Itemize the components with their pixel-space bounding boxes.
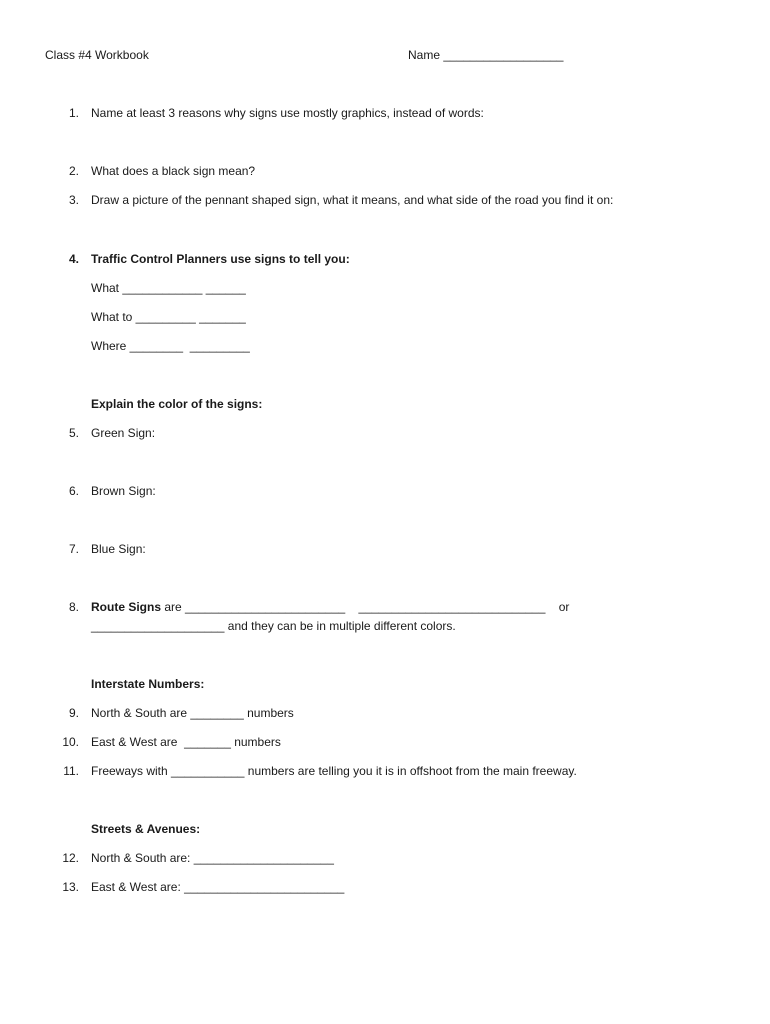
question-text-continued: ____________________ and they can be in multiple different colors. <box>91 619 456 633</box>
question-text: What does a black sign mean? <box>91 164 256 178</box>
question-text: North & South are ________ numbers <box>91 706 294 720</box>
question-number: 9. <box>68 706 79 720</box>
section-heading-colors: Explain the color of the signs: <box>91 397 263 411</box>
question-text: East & West are _______ numbers <box>91 735 281 749</box>
question-text: East & West are: ________________________ <box>91 880 345 894</box>
question-number: 3. <box>68 193 79 207</box>
question-text: Draw a picture of the pennant shaped sign, what it means, and what side of the road you find it on: <box>91 193 614 207</box>
question-number: 7. <box>68 542 79 556</box>
fill-in-line-where: Where ________ _________ <box>91 339 250 353</box>
name-field-label: Name __________________ <box>408 48 564 62</box>
question-number: 12. <box>62 851 79 865</box>
question-number: 11. <box>63 764 79 778</box>
fill-in-line-what-to: What to _________ _______ <box>91 310 246 324</box>
route-signs-term: Route Signs <box>91 600 162 614</box>
question-number: 10. <box>62 735 79 749</box>
question-text: North & South are: _____________________ <box>91 851 334 865</box>
question-number: 6. <box>68 484 79 498</box>
question-text: Traffic Control Planners use signs to tell you: <box>91 252 350 266</box>
question-text <box>91 600 569 614</box>
fill-in-line-what: What ____________ ______ <box>91 281 246 295</box>
worksheet-title: Class #4 Workbook <box>45 48 149 62</box>
section-heading-interstate: Interstate Numbers: <box>91 677 205 691</box>
question-text: Green Sign: <box>91 426 156 440</box>
question-number: 1. <box>68 106 79 120</box>
question-text: Blue Sign: <box>91 542 146 556</box>
question-number: 8. <box>68 600 79 614</box>
question-text: Brown Sign: <box>91 484 156 498</box>
section-heading-streets: Streets & Avenues: <box>91 822 201 836</box>
question-number: 4. <box>68 252 79 266</box>
question-text: Name at least 3 reasons why signs use mostly graphics, instead of words: <box>91 106 484 120</box>
route-signs-blanks: are ________________________ ____________________________ or <box>161 600 570 614</box>
question-text: Freeways with ___________ numbers are telling you it is in offshoot from the main freeway. <box>91 764 577 778</box>
question-number: 5. <box>68 426 79 440</box>
question-number: 13. <box>62 880 79 894</box>
question-number: 2. <box>68 164 79 178</box>
